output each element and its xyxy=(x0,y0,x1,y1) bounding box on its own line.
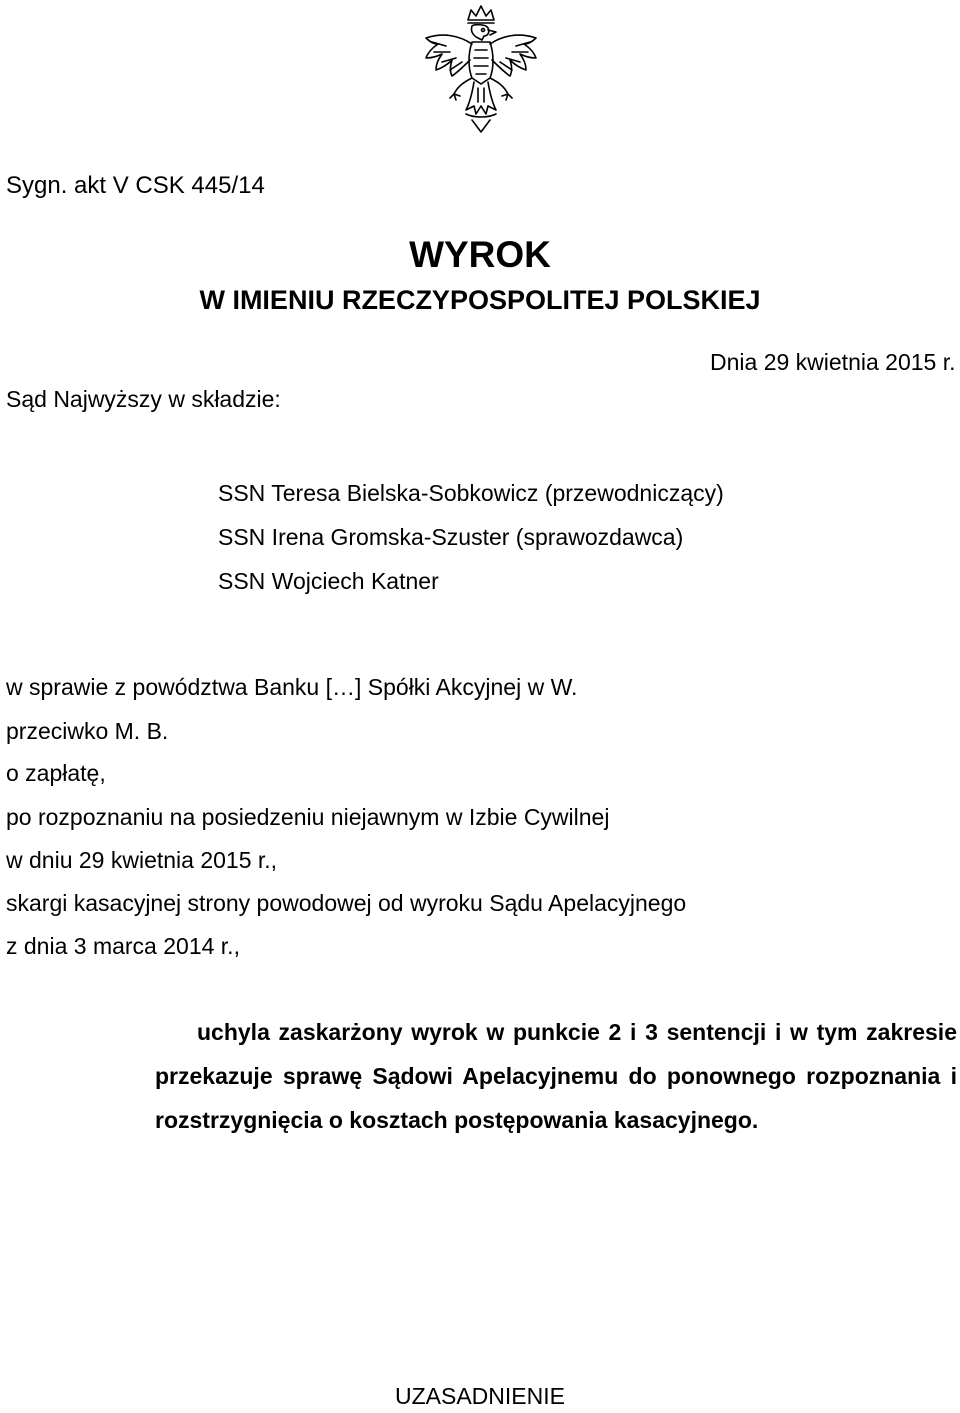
case-subject-line: o zapłatę, xyxy=(6,760,106,786)
justification-heading: UZASADNIENIE xyxy=(395,1383,565,1409)
judgment-date: Dnia 29 kwietnia 2015 r. xyxy=(710,349,956,375)
document-subtitle: W IMIENIU RZECZYPOSPOLITEJ POLSKIEJ xyxy=(199,285,761,315)
ruling-text: uchyla zaskarżony wyrok w punkcie 2 i 3 sentencji i w tym zakresie przekazuje sprawę Sądowi Apelacyjnemu do ponownego rozpoznania i rozstrzygnięcia o kosztach postępowania kasacyjnego. xyxy=(155,1019,957,1133)
judges-list xyxy=(218,478,724,610)
case-appeal-date-line: z dnia 3 marca 2014 r., xyxy=(6,933,240,959)
case-defendant-line: przeciwko M. B. xyxy=(6,718,169,744)
judge-member: SSN Wojciech Katner xyxy=(218,568,439,594)
polish-eagle-emblem-icon xyxy=(416,2,546,134)
judge-presiding: SSN Teresa Bielska-Sobkowicz (przewodniczący) xyxy=(218,480,724,506)
case-signature: Sygn. akt V CSK 445/14 xyxy=(6,172,265,199)
judge-rapporteur: SSN Irena Gromska-Szuster (sprawozdawca) xyxy=(218,524,684,550)
case-plaintiff-line: w sprawie z powództwa Banku […] Spółki Akcyjnej w W. xyxy=(6,674,578,700)
case-details xyxy=(6,672,686,974)
case-appeal-line: skargi kasacyjnej strony powodowej od wyroku Sądu Apelacyjnego xyxy=(6,890,687,916)
court-composition-label: Sąd Najwyższy w składzie: xyxy=(6,386,281,412)
case-hearing-line: po rozpoznaniu na posiedzeniu niejawnym w Izbie Cywilnej xyxy=(6,804,610,830)
case-hearing-date-line: w dniu 29 kwietnia 2015 r., xyxy=(6,847,278,873)
document-title: WYROK xyxy=(409,234,551,275)
